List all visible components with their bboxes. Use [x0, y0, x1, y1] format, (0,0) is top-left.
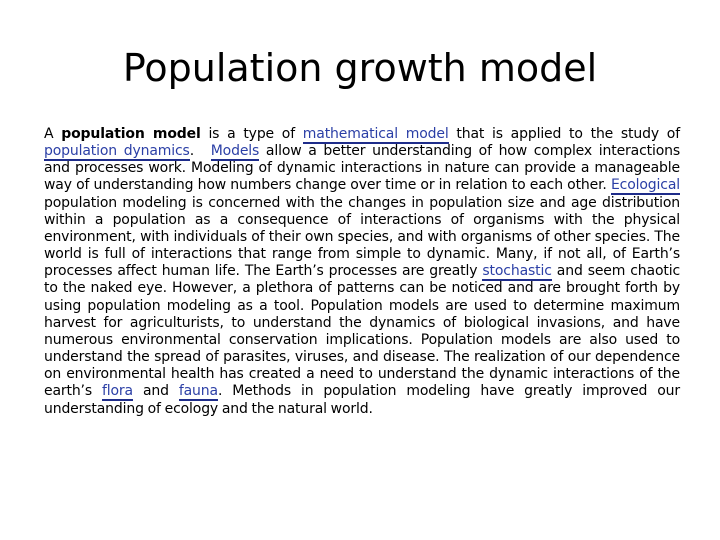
text-run: . Methods in population modeling have greatly improved our understanding of ecology and the natural world. [44, 383, 680, 417]
text-run: A [44, 126, 62, 142]
slide-body-paragraph [44, 126, 680, 418]
text-run: population modeling is concerned with the changes in population size and age distribution within a population as a consequence of interactions of organisms with the physical environment, with individuals of their own species, and with organisms of other species. The world is full of interactions that range from simple to dynamic. Many, if not all, of Earth’s processes affect human life. The Earth’s processes are greatly [44, 194, 680, 280]
text-run: and seem chaotic to the naked eye. However, a plethora of patterns can be noticed and are brought forth by using population modeling as a tool. Population models are used to determine maximum harvest for agriculturists, to understand the dynamics of biological invasions, and have numerous environmental conservation implications. Population models are also used to understand the spread of parasites, viruses, and disease. The realization of our dependence on environmental health has created a need to understand the dynamic interactions of the earth’s [44, 263, 680, 400]
text-run: . [189, 143, 194, 160]
link-models[interactable]: Models [210, 143, 260, 160]
link-flora[interactable]: flora [102, 383, 133, 400]
slide-title: Population growth model [122, 46, 598, 90]
text-run: that is applied to the study of [448, 126, 680, 142]
term-bold: population model [61, 126, 201, 142]
link-ecological[interactable]: Ecological [610, 177, 680, 194]
link-mathematical-model[interactable]: mathematical model [302, 126, 449, 142]
text-run: is a type of [200, 126, 303, 142]
text-run: and [132, 383, 179, 400]
link-stochastic[interactable]: stochastic [482, 263, 552, 280]
text-run: allow a better understanding of how complex interactions and processes work. Modeling of dynamic interactions in nature can provide a manageable way of understanding how numbers change over time or in relation to each other. [44, 143, 680, 194]
link-fauna[interactable]: fauna [178, 383, 218, 400]
link-population-dynamics[interactable]: population dynamics [44, 143, 190, 160]
